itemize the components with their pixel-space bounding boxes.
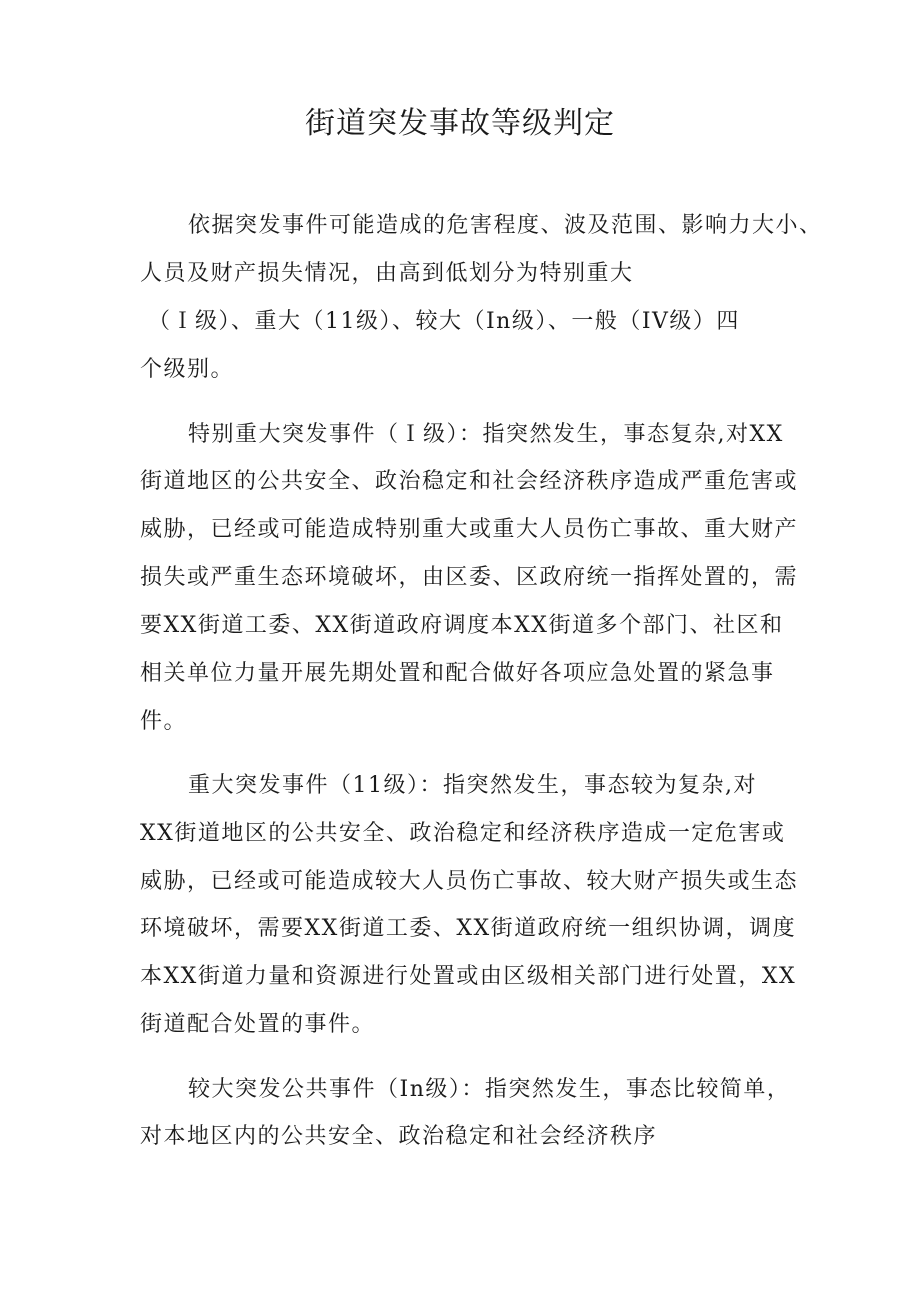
paragraph-line: 较大突发公共事件（In级）：指突然发生，事态比较简单， — [188, 1077, 791, 1102]
paragraph-line: 特别重大突发事件（Ｉ级）：指突然发生，事态复杂,对XX — [188, 422, 784, 447]
paragraph-line: 依据突发事件可能造成的危害程度、波及范围、影响力大小、 — [188, 213, 823, 238]
page-title: 街道突发事故等级判定 — [305, 106, 615, 141]
paragraph-line: 损失或严重生态环境破坏，由区委、区政府统一指挥处置的，需 — [140, 565, 799, 590]
paragraph-line: 人员及财产损失情况，由高到低划分为特别重大 — [140, 261, 634, 286]
paragraph-line: 要XX街道工委、XX街道政府调度本XX街道多个部门、社区和 — [140, 613, 784, 638]
paragraph-line: 重大突发事件（11级）：指突然发生，事态较为复杂,对 — [188, 773, 757, 798]
paragraph-line: 街道地区的公共安全、政治稳定和社会经济秩序造成严重危害或 — [140, 469, 799, 494]
paragraph-line: 对本地区内的公共安全、政治稳定和社会经济秩序 — [140, 1124, 658, 1149]
paragraph-line: 威胁，已经或可能造成特别重大或重大人员伤亡事故、重大财产 — [140, 517, 799, 542]
paragraph-line: 个级别。 — [140, 357, 235, 382]
paragraph-line: 街道配合处置的事件。 — [140, 1012, 376, 1037]
paragraph-line: 本XX街道力量和资源进行处置或由区级相关部门进行处置，XX — [140, 964, 797, 989]
paragraph-line: XX街道地区的公共安全、政治稳定和经济秩序造成一定危害或 — [140, 821, 786, 846]
paragraph-line: 相关单位力量开展先期处置和配合做好各项应急处置的紧急事 — [140, 661, 775, 686]
paragraph-line: （Ｉ级）、重大（11级）、较大（In级）、一般（IV级）四 — [148, 309, 740, 334]
paragraph-line: 威胁，已经或可能造成较大人员伤亡事故、较大财产损失或生态 — [140, 869, 799, 894]
paragraph-line: 环境破坏，需要XX街道工委、XX街道政府统一组织协调，调度 — [140, 916, 797, 941]
paragraph-line: 件。 — [140, 709, 188, 734]
